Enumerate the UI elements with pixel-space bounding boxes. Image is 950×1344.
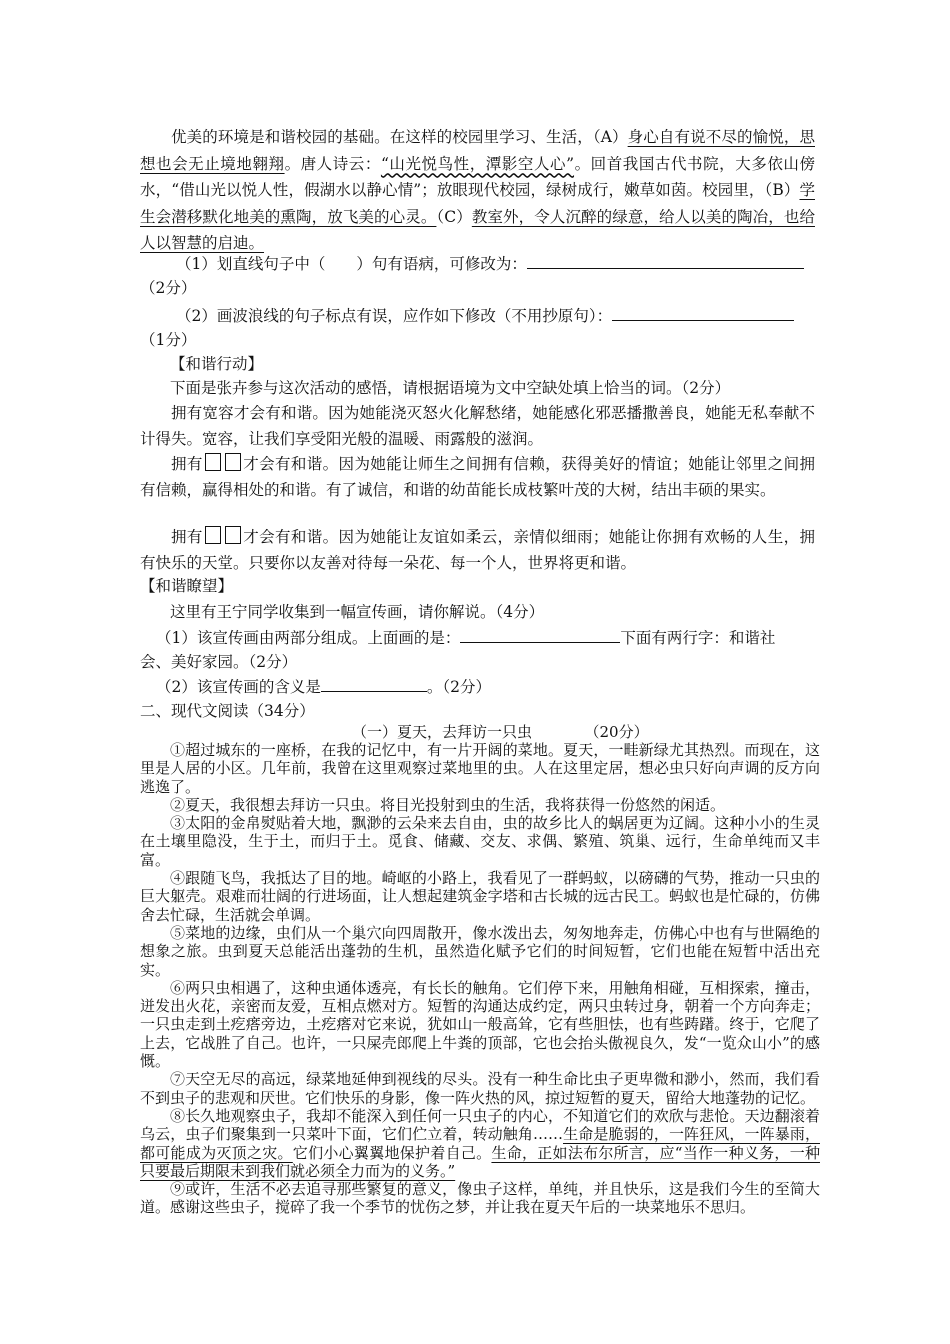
outlook-question-2 <box>156 675 491 699</box>
outlook-question-1 <box>156 626 775 650</box>
action-paragraph-2 <box>140 451 815 503</box>
reading-paragraph-7: ⑦天空无尽的高远，绿菜地延伸到视线的尽头。没有一种生命比虫子更卑微和渺小，然而，我们看不到虫子的悲观和厌世。它们快乐的身影，像一阵火热的风，掠过短暂的夏天，留给大地蓬勃的记忆。 <box>140 1070 820 1107</box>
fill-box-3[interactable] <box>205 526 221 544</box>
paragraph-8-text-2: 它们小心翼翼地保护着自己。 <box>292 1143 492 1162</box>
fill-box-1[interactable] <box>205 453 221 471</box>
paragraph-3-text: 才会有和谐。因为她能让友谊如柔云，亲情似细雨；她能让你拥有欢畅的人生，拥有快乐的天堂。只要你以友善对待每一朵花、每一个人，世界将更和谐。 <box>140 528 815 572</box>
section-heading-action: 【和谐行动】 <box>170 355 264 373</box>
intro-text-4: （C） <box>436 207 472 226</box>
question-1 <box>176 252 804 276</box>
reading-paragraph-2: ②夏天，我很想去拜访一只虫。将目光投射到虫的生活，我将获得一份悠然的闲适。 <box>170 795 726 814</box>
reading-paragraph-6: ⑥两只虫相遇了，这种虫通体透亮，有长长的触角。它们停下来，用触角相碰，互相探索，撞击，迸发出火花，亲密而友爱，互相点燃对方。短暂的沟通达成约定，两只虫转过身，朝着一个方向奔走；一只虫走到土疙瘩旁边，土疙瘩对它来说，犹如山一般高耸，它有些胆怯，也有些踌躇。终于，它爬了上去，它战胜了自己。也许，一只屎壳郎爬上牛粪的顶部，它也会抬头傲视良久，发“一览众山小”的感慨。 <box>140 978 820 1071</box>
reading-paragraph-5: ⑤菜地的边缘，虫们从一个巢穴向四周散开，像水泼出去，匆匆地奔走，仿佛心中也有与世隔绝的想象之旅。虫到夏天总能活出蓬勃的生机，虽然造化赋予它们的时间短暂，它们也能在短暂中活出充实。 <box>140 923 820 979</box>
underlined-sentence-c: 教室外，令人沉醉的绿意，给人以美的陶冶，也给人以智慧的启迪。 <box>140 207 815 252</box>
reading-paragraph-8 <box>140 1107 820 1180</box>
reading-title: （一）夏天，去拜访一只虫 （20分） <box>352 723 649 741</box>
wavy-underlined-quote: “山光悦鸟性，潭影空人心” <box>380 154 575 173</box>
outlook-question-2-tail: 。（2分） <box>426 678 491 696</box>
underlined-sentence-b: 学生会潜移默化地美的熏陶，放飞美的心灵。 <box>140 181 815 226</box>
outlook-question-1-tail: 下面有两行字：和谐社 <box>620 629 776 647</box>
reading-passage <box>140 741 820 1217</box>
reading-paragraph-3: ③太阳的金帛熨贴着大地，飘渺的云朵来去自由，虫的故乡比人的蜗居更为辽阔。这种小小的生灵在土壤里隐没，生于土，而归于土。觅食、储藏、交友、求偶、繁殖、筑巢、远行，生命单纯而又丰富。 <box>140 814 820 869</box>
intro-text-3: 。回首我国古代书院，大多依山傍水，“借山光以悦人性，假湖水以静心情”；放眼现代校园，绿树成行，嫩草如茵。校园里，（B） <box>140 154 815 199</box>
action-instruction: 下面是张卉参与这次活动的感悟，请根据语境为文中空缺处填上恰当的词。（2分） <box>170 379 731 397</box>
paragraph-8-underlined-2: 生命，正如法布尔所言，应“当作一种义务，一种只要最后期限未到我们就必须全力而为的义务。” <box>140 1143 820 1180</box>
section-heading-outlook: 【和谐瞭望】 <box>140 577 234 595</box>
intro-text-1: 优美的环境是和谐校园的基础。在这样的校园里学习、生活，（A） <box>171 128 628 146</box>
fill-box-4[interactable] <box>225 526 241 544</box>
outlook-instruction: 这里有王宁同学收集到一幅宣传画，请你解说。（4分） <box>170 603 545 621</box>
question-1-text: （1）划直线句子中（ ）句有语病，可修改为： <box>176 255 527 273</box>
question-2-text: （2）画波浪线的句子标点有误，应作如下修改（不用抄原句）： <box>176 307 613 325</box>
reading-paragraph-4: ④跟随飞鸟，我抵达了目的地。崎岖的小路上，我看见了一群蚂蚁，以磅礴的气势，推动一只虫的巨大躯壳。艰难而壮阔的行进场面，让人想起建筑金字塔和古长城的远古民工。蚂蚁也是忙碌的，仿佛舍去忙碌，生活就会单调。 <box>140 869 820 924</box>
paragraph-3-lead: 拥有 <box>171 528 203 546</box>
question-2 <box>176 304 794 328</box>
action-paragraph-1: 拥有宽容才会有和谐。因为她能浇灭怒火化解愁绪，她能感化邪恶播撒善良，她能无私奉献不计得失。宽容，让我们享受阳光般的温暖、雨露般的滋润。 <box>140 404 815 448</box>
outlook-question-2-text: （2）该宣传画的含义是 <box>156 678 321 696</box>
paragraph-2-lead: 拥有 <box>171 455 203 473</box>
paragraph-8-underlined-1: 生命是脆弱的，一阵狂风，一阵暴雨，都可能成为灭顶之灾。 <box>140 1125 820 1162</box>
answer-blank-3[interactable] <box>460 626 620 643</box>
reading-paragraph-1: ①超过城东的一座桥，在我的记忆中，有一片开阔的菜地。夏天，一畦新绿尤其热烈。而现在，这里是人居的小区。几年前，我曾在这里观察过菜地里的虫。人在这里定居，想必虫只好向声调的反方向逃逸了。 <box>140 741 820 796</box>
outlook-question-1-continued: 会、美好家园。（2分） <box>140 653 298 671</box>
paragraph-2-text: 才会有和谐。因为她能让师生之间拥有信赖，获得美好的情谊；她能让邻里之间拥有信赖，赢得相处的和谐。有了诚信，和谐的幼苗能长成枝繁叶茂的大树，结出丰硕的果实。 <box>140 455 815 499</box>
underlined-sentence-a: 身心自有说不尽的愉悦，思想也会无止境地翱翔 <box>140 128 815 173</box>
question-1-score: （2分） <box>140 279 197 297</box>
answer-blank-1[interactable] <box>527 252 804 269</box>
answer-blank-2[interactable] <box>612 304 794 321</box>
reading-paragraph-9: ⑨或许，生活不必去追寻那些繁复的意义，像虫子这样，单纯，并且快乐，这是我们今生的至简大道。感谢这些虫子，搅碎了我一个季节的忧伤之梦，并让我在夏天午后的一块菜地乐不思归。 <box>140 1180 820 1217</box>
section-2-heading: 二、现代文阅读（34分） <box>140 702 315 720</box>
intro-paragraph <box>140 124 815 257</box>
paragraph-8-text-1: ⑧长久地观察虫子，我却不能深入到任何一只虫子的内心，不知道它们的欢欣与悲怆。天边翻滚着乌云，虫子们聚集到一只菜叶下面，它们伫立着，转动触角…… <box>140 1106 820 1144</box>
action-paragraph-3 <box>140 524 815 576</box>
outlook-question-1-text: （1）该宣传画由两部分组成。上面画的是： <box>156 629 461 647</box>
answer-blank-4[interactable] <box>321 675 427 692</box>
intro-text-2: 。唐人诗云： <box>284 154 381 173</box>
question-2-score: （1分） <box>140 331 197 349</box>
fill-box-2[interactable] <box>225 453 241 471</box>
